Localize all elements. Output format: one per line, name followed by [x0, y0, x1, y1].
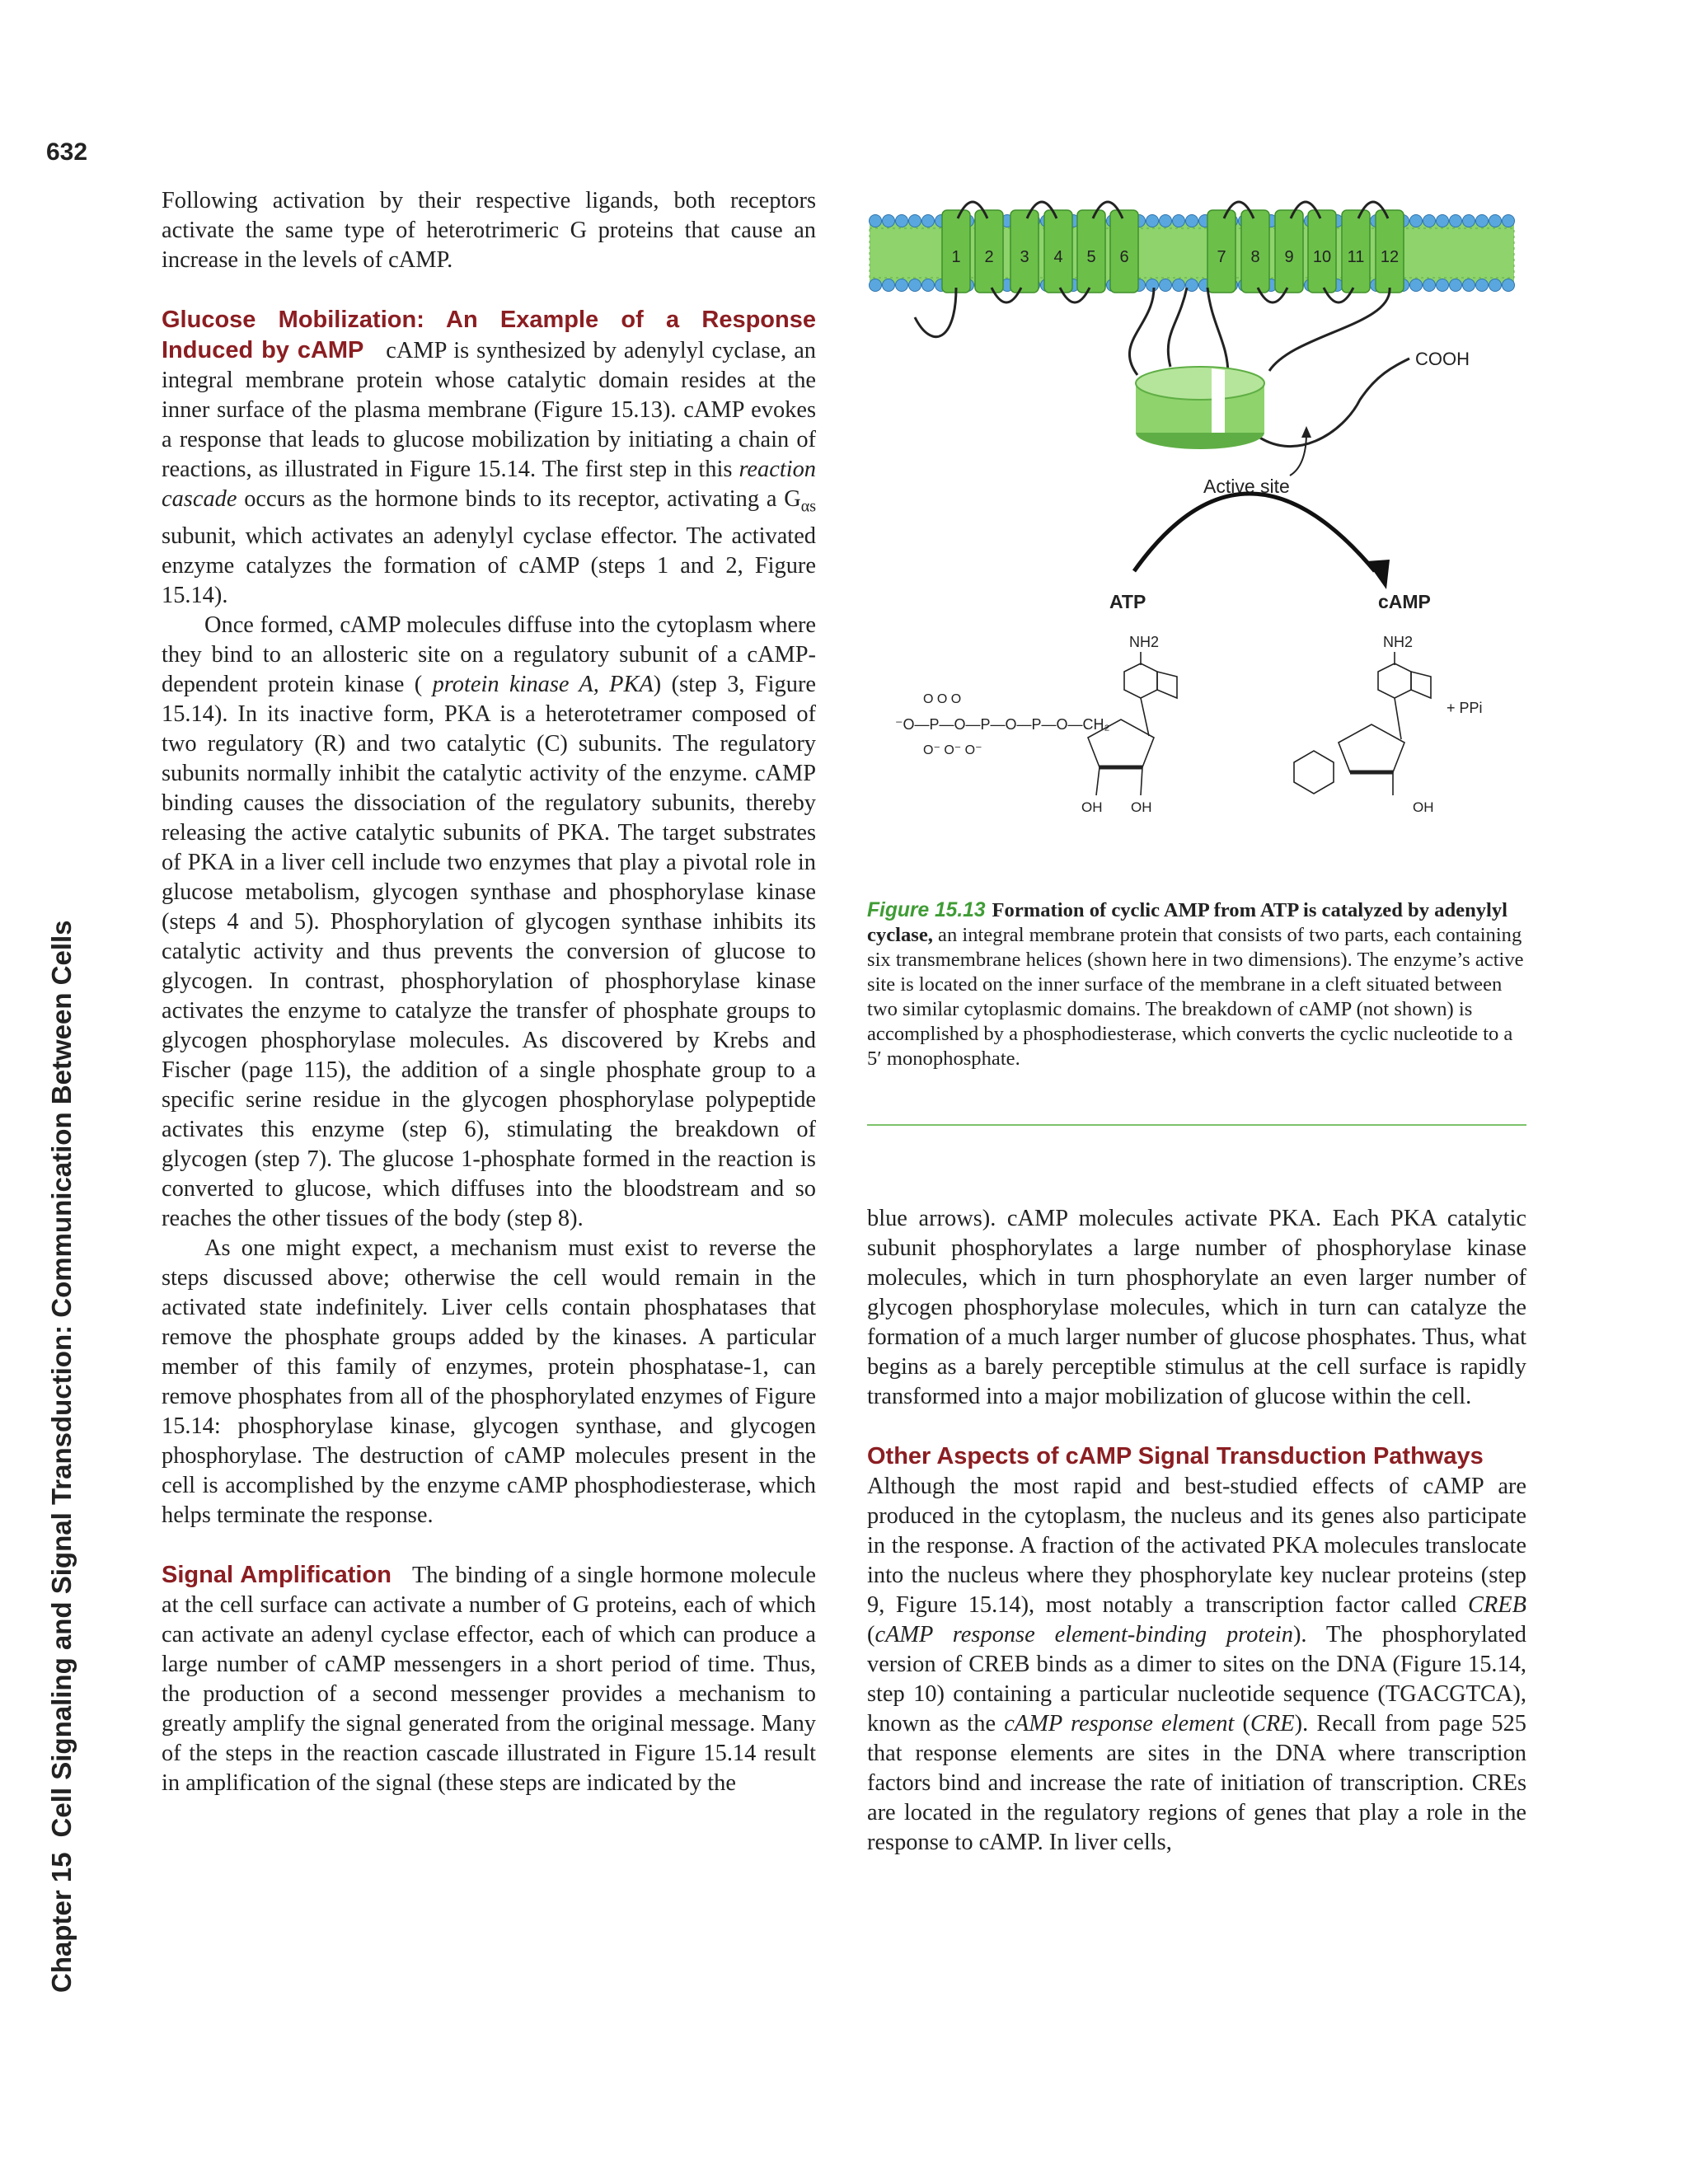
atp-oh-2: OH [1131, 799, 1152, 815]
helix-number: 9 [1284, 248, 1294, 266]
helix-number: 12 [1380, 248, 1400, 266]
lipid-head [1186, 215, 1198, 227]
lipid-head [896, 279, 908, 292]
helix-number: 4 [1053, 248, 1063, 266]
chapter-title: Cell Signaling and Signal Transduction: Communication Between Cells [46, 920, 77, 1838]
helix-number: 7 [1217, 248, 1226, 266]
paragraph: Signal Amplification The binding of a single hormone molecule at the cell surface can activate a number of G proteins, each of which can activate an adenyl cyclase effector, each of which can produce a large number of cAMP messengers in a short period of time. Thus, the production of a second messenger provides a mechanism to greatly amplify the signal generated from the original message. Many of the steps in the reaction cascade illustrated in Figure 15.14 result in amplification of the signal (these steps are indicated by the [162, 1561, 816, 1796]
paragraph: As one might expect, a mechanism must exist to reverse the steps discussed above; otherwise the cell would remain in the activated state indefinitely. Liver cells contain phosphatases that remove the phosphate groups added by the kinases. A particular member of this family of enzymes, protein phosphatase-1, can remove phosphates from all of the phosphorylated enzymes of Figure 15.14: phosphorylase kinase, glycogen synthase, and glycogen phosphorylase. The destruction of cAMP molecules present in the cell is accomplished by the enzyme cAMP phosphodiesterase, which helps terminate the response. [162, 1235, 816, 1528]
lipid-head [1437, 279, 1449, 292]
section-heading: Other Aspects of cAMP Signal Transduction Pathways [867, 1443, 1484, 1469]
camp-structure [1294, 634, 1483, 815]
lipid-head [1489, 215, 1502, 227]
camp-label: cAMP [1378, 591, 1431, 612]
lipid-head [1423, 215, 1436, 227]
lipid-head [870, 215, 882, 227]
lipid-head [1463, 279, 1475, 292]
svg-text:⁻O—P—O—P—O—P—O—CH₂: ⁻O—P—O—P—O—P—O—CH₂ [895, 716, 1110, 733]
lipid-head [1173, 215, 1185, 227]
atp-label: ATP [1109, 591, 1146, 612]
reaction-arrow [1134, 494, 1375, 571]
chapter-number: Chapter 15 [46, 1852, 77, 1993]
page-number: 632 [46, 138, 88, 166]
active-site-label: Active site [1203, 476, 1290, 497]
lipid-head [909, 279, 921, 292]
helix-number: 2 [984, 248, 994, 266]
helix-number: 6 [1119, 248, 1129, 266]
helix-number: 8 [1250, 248, 1260, 266]
lipid-head [1423, 279, 1436, 292]
cooh-label: COOH [1415, 349, 1470, 369]
lipid-head [1450, 279, 1462, 292]
helix-number: 5 [1086, 248, 1096, 266]
lipid-head [1437, 215, 1449, 227]
camp-nh2: NH2 [1383, 634, 1414, 650]
helix-number: 10 [1312, 248, 1332, 266]
lipid-head [1476, 215, 1489, 227]
lipid-head [922, 279, 935, 292]
atp-nh2: NH2 [1129, 634, 1160, 650]
lipid-head [883, 279, 895, 292]
lipid-head [1450, 215, 1462, 227]
svg-text:O⁻ O⁻ O⁻: O⁻ O⁻ O⁻ [923, 743, 982, 757]
active-site-pointer [1290, 433, 1306, 476]
lipid-head [1410, 215, 1423, 227]
section-heading: Glucose Mobilization: An Example of a Response Induced by cAMP [162, 307, 816, 363]
section-heading: Signal Amplification [162, 1561, 392, 1588]
pointer-arrowhead [1301, 426, 1311, 438]
lipid-head [1410, 279, 1423, 292]
lipid-head [1173, 279, 1185, 292]
lipid-head [1503, 279, 1515, 292]
paragraph: Glucose Mobilization: An Example of a Response Induced by cAMP cAMP is synthesized by adenylyl cyclase, an integral membrane protein whose catalytic domain resides at the inner surface of the plasma membrane (Figure 15.13). cAMP evokes a response that leads to glucose mobilization by initiating a chain of reactions, as illustrated in Figure 15.14. The first step in this reaction cascade occurs as the hormone binds to its receptor, activating a $G_{\alpha s}$ subunit, which activates an adenylyl cyclase effector. The activated enzyme catalyzes the formation of cAMP (steps 1 and 2, Figure 15.14). [162, 307, 816, 608]
lipid-head [922, 215, 935, 227]
atp-structure [895, 634, 1177, 815]
catalytic-domain-top [1136, 367, 1264, 400]
reaction-arrowhead [1367, 560, 1390, 589]
lipid-head [1160, 279, 1172, 292]
paragraph: blue arrows). cAMP molecules activate PKA. Each PKA catalytic subunit phosphorylates a large number of phosphorylase kinase molecules, which in turn phosphorylate an even larger number of glycogen phosphorylase molecules, which in turn can catalyze the formation of a much larger number of glucose phosphates. Thus, what begins as a barely perceptible stimulus at the cell surface is rapidly transformed into a major mobilization of glucose within the cell. [867, 1206, 1526, 1409]
adenylyl-cyclase-diagram [865, 185, 1525, 894]
chapter-tab [46, 897, 89, 1993]
lipid-head [1503, 215, 1515, 227]
ppi-label: + PPi [1447, 700, 1483, 716]
right-column [867, 1204, 1526, 1858]
lipid-head [1160, 215, 1172, 227]
helix-number: 3 [1020, 248, 1029, 266]
lipid-head [1463, 215, 1475, 227]
lipid-head [1146, 279, 1159, 292]
helix-number: 1 [951, 248, 961, 266]
atp-oh-1: OH [1081, 799, 1103, 815]
figure-label: Figure 15.13 [867, 899, 986, 921]
helix-number: 11 [1347, 248, 1365, 266]
left-column [162, 186, 816, 1798]
lipid-head [870, 279, 882, 292]
caption-rule [867, 1124, 1526, 1126]
figure-15-13 [865, 185, 1525, 894]
lipid-head [1476, 279, 1489, 292]
active-site-cleft [1212, 368, 1225, 433]
paragraph: Although the most rapid and best-studied effects of cAMP are produced in the cytoplasm, the nucleus and its genes also participate in the response. A fraction of the activated PKA molecules translocate into the nucleus where they phosphorylate key nuclear proteins (step 9, Figure 15.14), most notably a transcription factor called CREB (cAMP response element-binding protein). The phosphorylated version of CREB binds as a dimer to sites on the DNA (Figure 15.14, step 10) containing a particular nucleotide sequence (TGACGTCA), known as the cAMP response element (CRE). Recall from page 525 that response elements are sites in the DNA where transcription factors bind and increase the rate of initiation of transcription. CREs are located in the regulatory regions of genes that play a role in the response to cAMP. In liver cells, [867, 1474, 1526, 1855]
lipid-head [909, 215, 921, 227]
lipid-head [896, 215, 908, 227]
lipid-head [1489, 279, 1502, 292]
paragraph: Following activation by their respective ligands, both receptors activate the same type of heterotrimeric G proteins that cause an increase in the levels of cAMP. [162, 188, 816, 273]
paragraph: Once formed, cAMP molecules diffuse into the cytoplasm where they bind to an allosteric site on a regulatory subunit of a cAMP-dependent protein kinase ( protein kinase A, PKA) (step 3, Figure 15.14). In its inactive form, PKA is a heterotetramer composed of two regulatory (R) and two catalytic (C) subunits. The regulatory subunits normally inhibit the catalytic activity of the enzyme. cAMP binding causes the dissociation of the regulatory subunits, thereby releasing the active catalytic subunits of PKA. The target substrates of PKA in a liver cell include two enzymes that play a pivotal role in glucose metabolism, glycogen synthase and phosphorylase kinase (steps 4 and 5). Phosphorylation of glycogen synthase inhibits its catalytic activity and thus prevents the conversion of glucose to glycogen. In contrast, phosphorylation of phosphorylase kinase activates the enzyme to catalyze the transfer of phosphate groups to glycogen phosphorylase molecules. As discovered by Krebs and Fischer (page 115), the addition of a single phosphate group to a specific serine residue in the glycogen phosphorylase polypeptide activates this enzyme (step 6), stimulating the breakdown of glycogen (step 7). The glucose 1-phosphate formed in the reaction is converted to glucose, which diffuses into the bloodstream and so reaches the other tissues of the body (step 8). [162, 612, 817, 1231]
lipid-head [1146, 215, 1159, 227]
figure-caption: Figure 15.13 Formation of cyclic AMP from ATP is catalyzed by adenylyl cyclase, an integral membrane protein that consists of two parts, each containing six transmembrane helices (shown here in two dimensions). The enzyme’s active site is located on the inner surface of the membrane in a cleft situated between two similar cytoplasmic domains. The breakdown of cAMP (not shown) is accomplished by a phosphodiesterase, which converts the cyclic nucleotide to a 5′ monophosphate. [867, 899, 1524, 1070]
svg-text:O O O: O O O [923, 692, 962, 706]
lipid-head [883, 215, 895, 227]
camp-oh: OH [1413, 799, 1434, 815]
